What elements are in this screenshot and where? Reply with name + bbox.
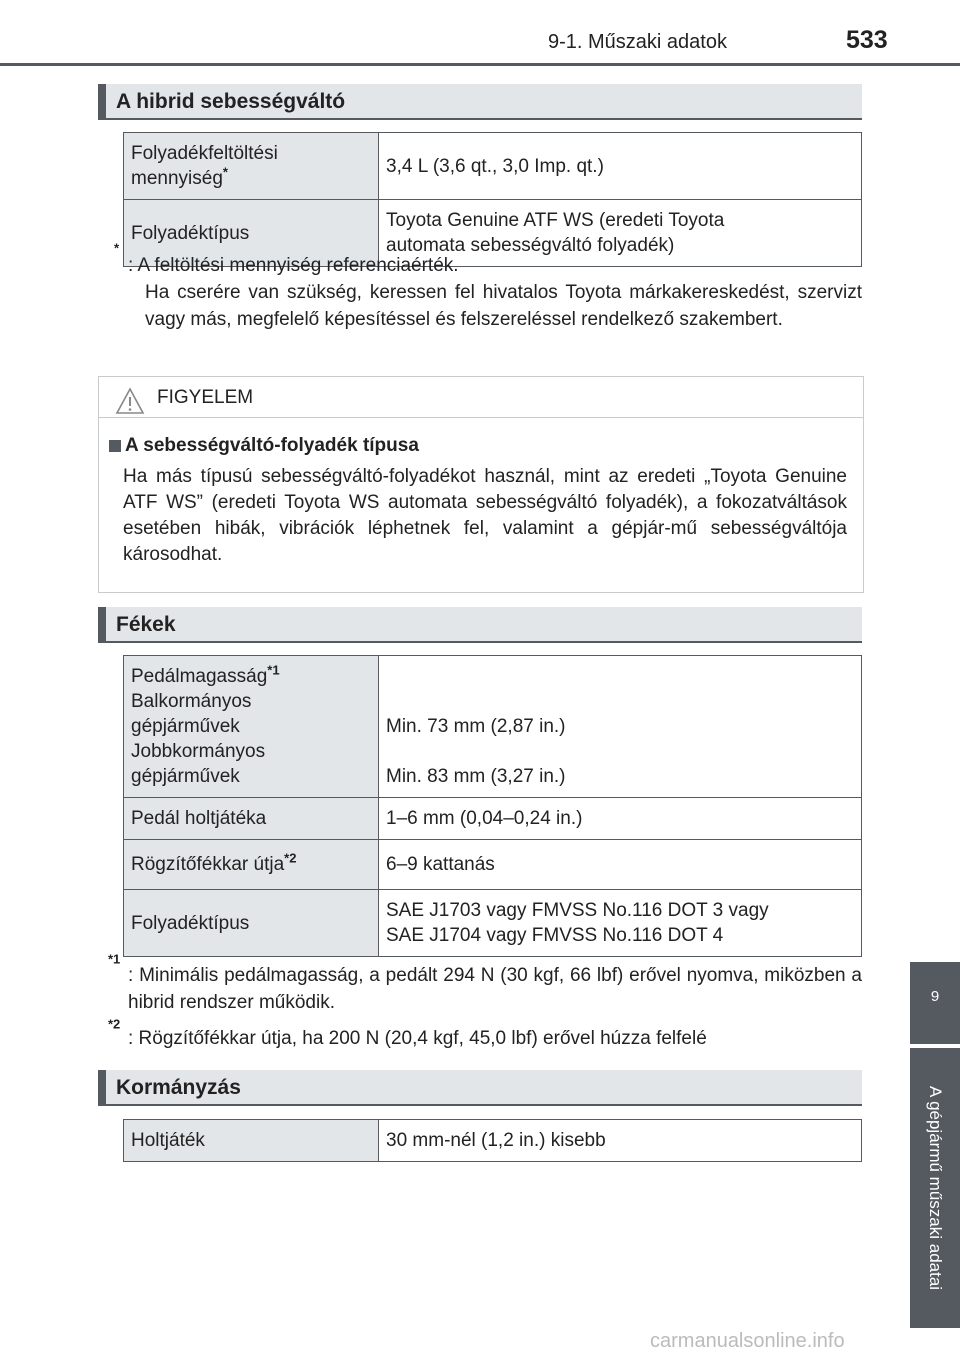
warning-triangle-icon [115, 387, 145, 415]
chapter-number: 9 [930, 988, 940, 1005]
footnote-mark: *1 [267, 662, 280, 678]
header-rule [0, 63, 960, 66]
table-value: Toyota Genuine ATF WS (eredeti Toyota automata sebességváltó folyadék) [379, 200, 862, 267]
footnote-mark: * [222, 164, 228, 180]
table-key: Pedálmagasság$^{*1}$ Balkormányos gépjárművek Jobbkormányos gépjárművek [124, 656, 379, 798]
page-number: 533 [846, 26, 888, 54]
brakes-table [123, 655, 862, 957]
caution-subtitle: A sebességváltó-folyadék típusa [125, 435, 419, 456]
table-row [124, 890, 862, 957]
section-title: A hibrid sebességváltó [116, 90, 346, 113]
table-key: Pedál holtjátéka [124, 798, 379, 840]
section-heading-steering [98, 1070, 862, 1106]
table-key: Rögzítőfékkar útja$^{*2}$ [124, 840, 379, 890]
table-row [124, 840, 862, 890]
steering-table [123, 1119, 862, 1162]
footnote-mark: *2 [284, 850, 297, 866]
table-row [124, 656, 862, 798]
footnote-mark: *1 [108, 951, 121, 967]
table-value: 3,4 L (3,6 qt., 3,0 Imp. qt.) [379, 133, 862, 200]
watermark: carmanualsonline.info [650, 1330, 845, 1352]
table-value: 6–9 kattanás [379, 840, 862, 890]
table-row [124, 1120, 862, 1162]
footnote-mark: *2 [108, 1016, 121, 1032]
table-value: 1–6 mm (0,04–0,24 in.) [379, 798, 862, 840]
caution-title: FIGYELEM [157, 387, 254, 408]
table-key: Folyadéktípus [124, 200, 379, 267]
footnote-parking-brake: : Rögzítőfékkar útja, ha 200 N (20,4 kgf, 45,0 lbf) erővel húzza felfelé [128, 1028, 707, 1049]
chapter-tab [910, 962, 960, 1044]
caution-text: Ha más típusú sebességváltó-folyadékot használ, mint az eredeti „Toyota Genuine ATF WS” (eredeti Toyota WS automata sebességváltó folyadék), a fokozatváltások esetében hibák, vibrációk léphetnek fel, valamint a gépjár-mű sebességváltója károsodhat. [123, 466, 847, 565]
table-value: 30 mm-nél (1,2 in.) kisebb [379, 1120, 862, 1162]
table-row [124, 798, 862, 840]
footnote-mark: * [114, 240, 120, 256]
section-heading-hybrid-transmission [98, 84, 862, 120]
table-row [124, 133, 862, 200]
section-title: Kormányzás [116, 1076, 241, 1099]
footnote-hybrid-transmission: : A feltöltési mennyiség referenciaérték. Ha cserére van szükség, keressen fel hivatalos Toyota márkakereskedést, szervizt vagy más, megfelelő képesítéssel és felszereléssel rendelkező szakembert. [128, 255, 862, 330]
table-key: Folyadéktípus [124, 890, 379, 957]
section-title: Fékek [116, 613, 176, 636]
header-section-title: 9-1. Műszaki adatok [548, 31, 727, 53]
table-key: Holtjáték [124, 1120, 379, 1162]
chapter-label-strip [910, 1048, 960, 1328]
table-value: Min. 73 mm (2,87 in.) Min. 83 mm (3,27 in.) [379, 656, 862, 798]
bullet-square-icon [109, 440, 121, 452]
footnote-pedal-height: : Minimális pedálmagasság, a pedált 294 N (30 kgf, 66 lbf) erővel nyomva, miközben a hibrid rendszer működik. [128, 965, 862, 1013]
caution-header [99, 377, 863, 418]
section-heading-brakes [98, 607, 862, 643]
hybrid-transmission-table [123, 132, 862, 267]
table-key: Folyadékfeltöltési mennyiség* [124, 133, 379, 200]
table-value: SAE J1703 vagy FMVSS No.116 DOT 3 vagy SAE J1704 vagy FMVSS No.116 DOT 4 [379, 890, 862, 957]
caution-box [98, 376, 864, 593]
chapter-label: A gépjármű műszaki adatai [926, 1085, 945, 1291]
